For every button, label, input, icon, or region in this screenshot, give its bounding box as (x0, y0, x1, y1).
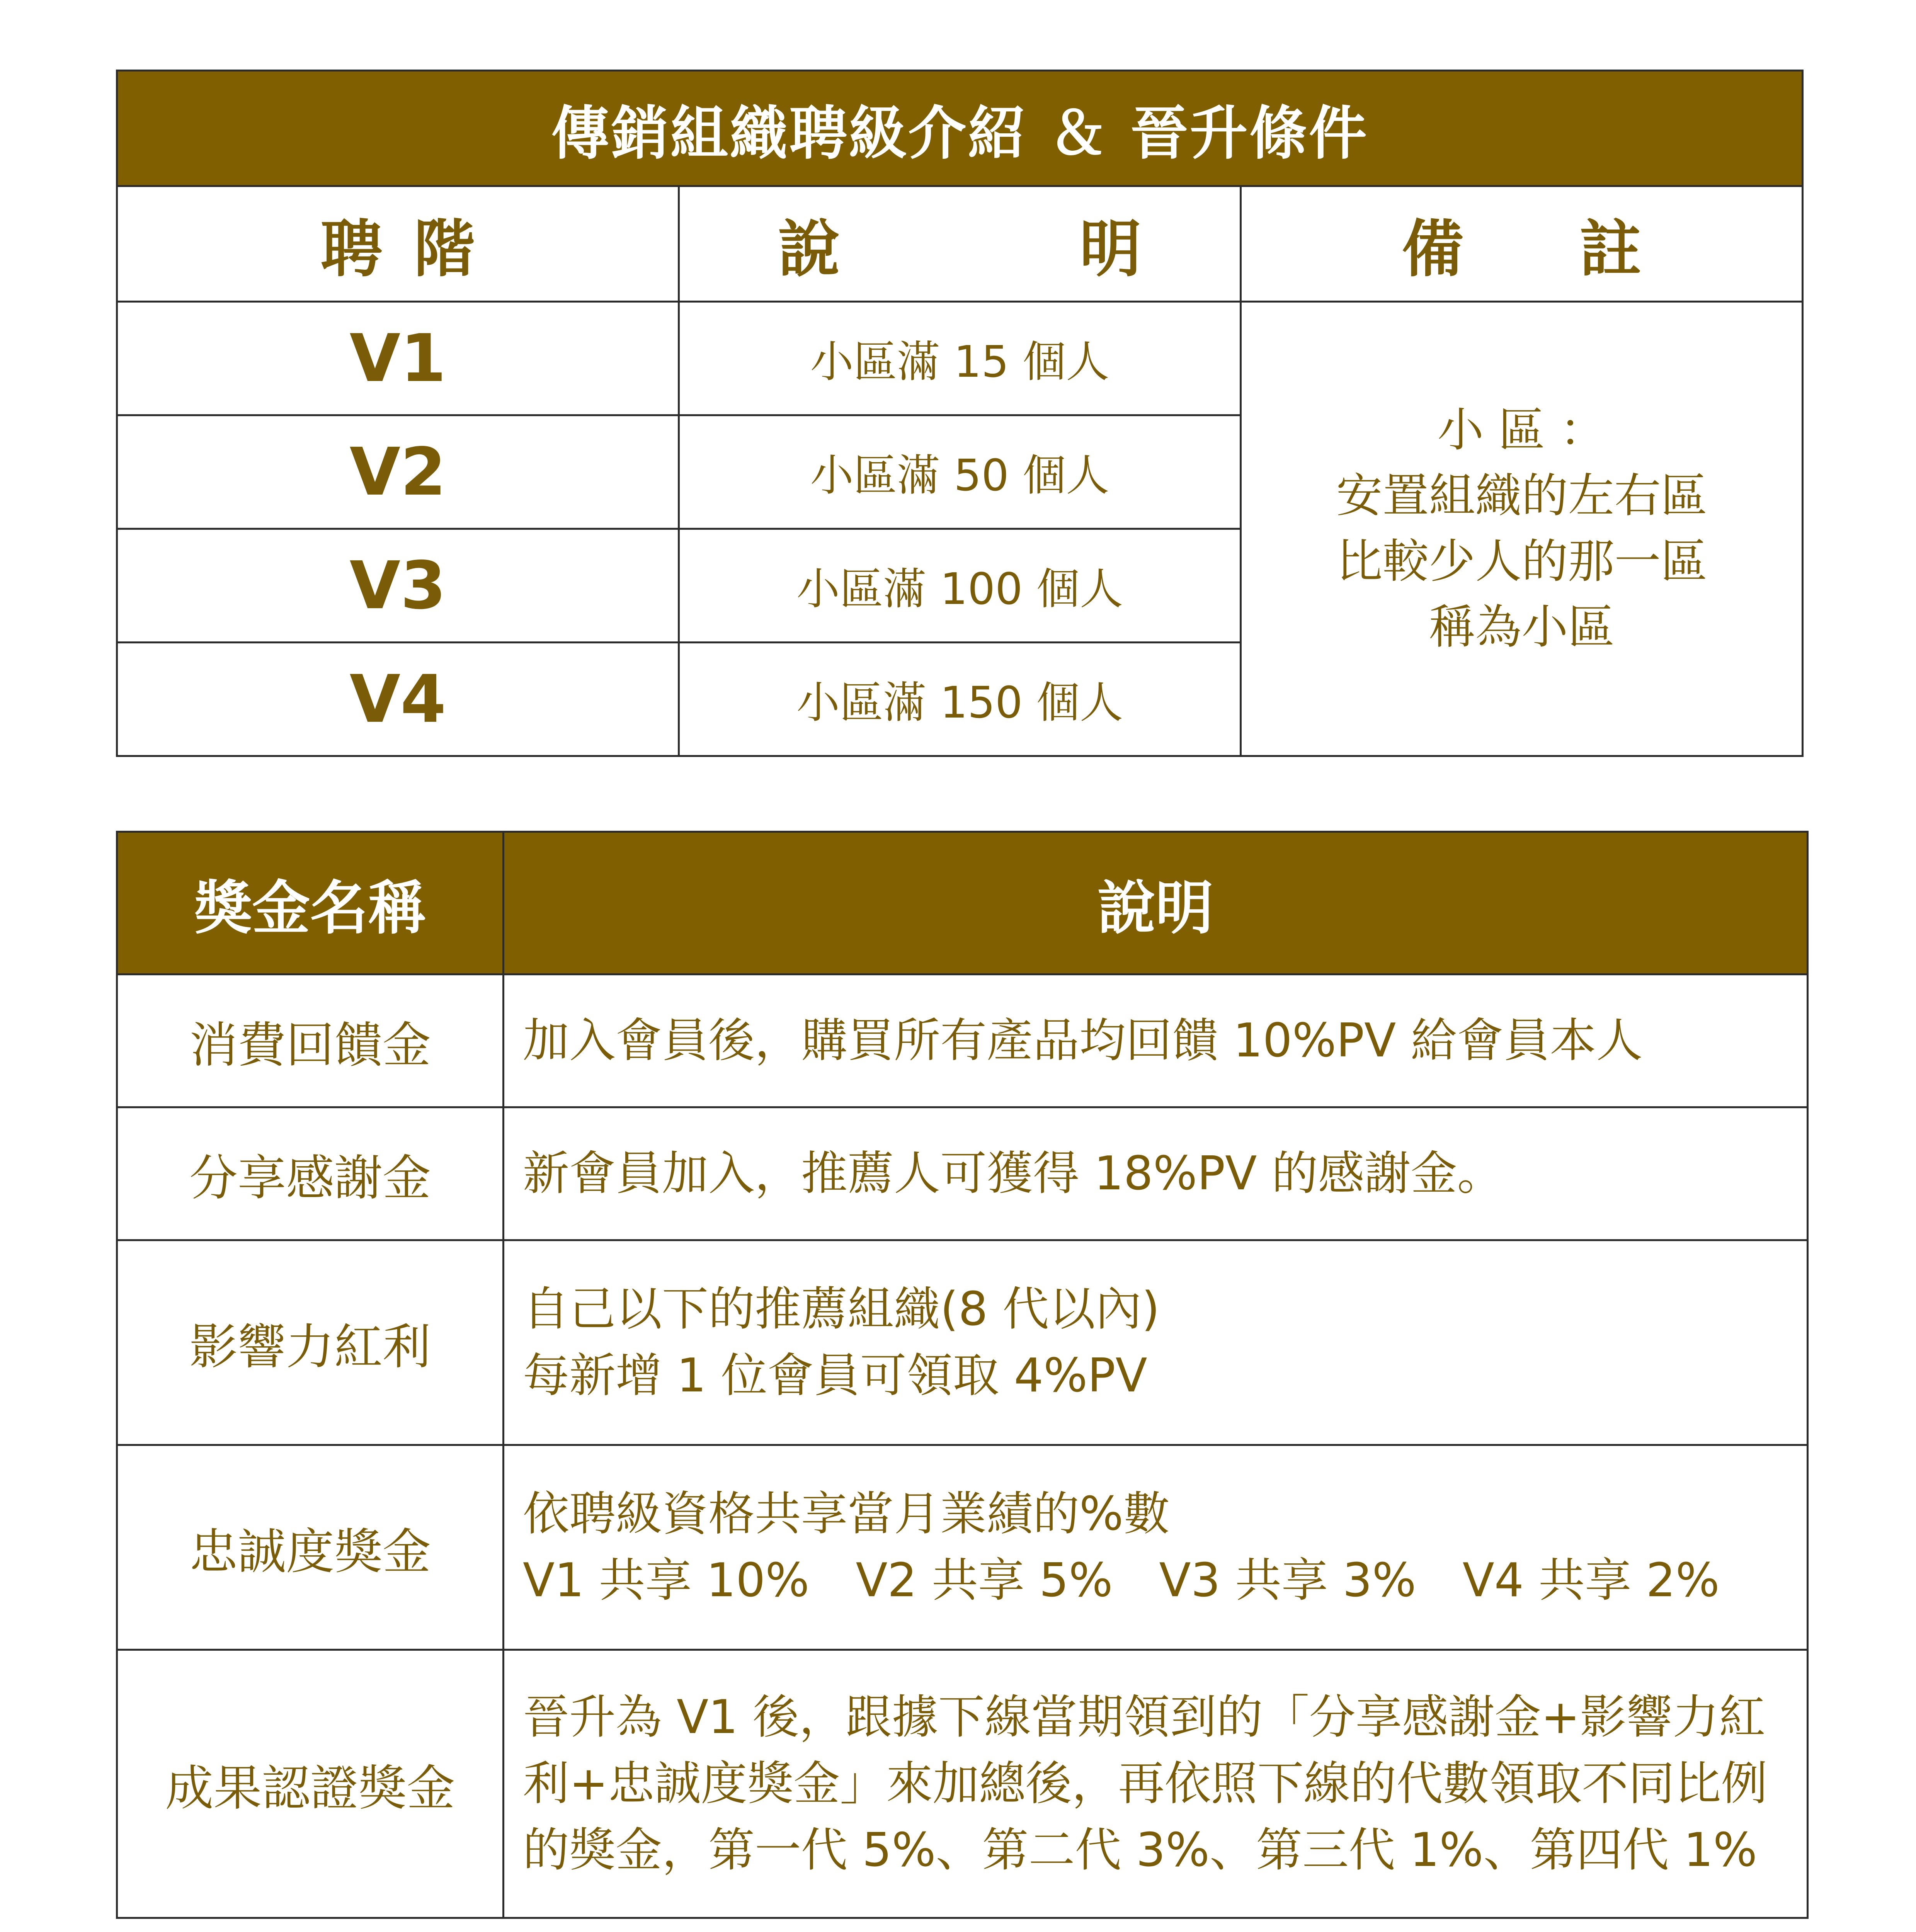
description-line: 依聘級資格共享當月業績的%數 (523, 1487, 1170, 1541)
note-line: 稱為小區 (1429, 600, 1615, 654)
rank-requirement: 小區滿 150 個人 (679, 643, 1241, 756)
header-bonus-name: 獎金名稱 (117, 832, 504, 975)
table-row (117, 1650, 1808, 1918)
bonus-name: 影響力紅利 (117, 1240, 504, 1445)
rank-note (1241, 302, 1803, 756)
rank-level: V3 (117, 529, 679, 643)
rank-table (116, 70, 1804, 757)
header-bonus-description: 說明 (504, 832, 1808, 975)
bonus-description (504, 1240, 1808, 1445)
bonus-description (504, 1650, 1808, 1918)
table-row (117, 1445, 1808, 1650)
header-description: 說 明 (679, 186, 1241, 302)
table-row (117, 1107, 1808, 1240)
rank-level: V2 (117, 415, 679, 529)
bonus-name: 分享感謝金 (117, 1107, 504, 1240)
rank-level: V1 (117, 302, 679, 415)
note-line: 小 區 ： (1437, 403, 1606, 457)
note-line: 安置組織的左右區 (1336, 469, 1707, 523)
rank-requirement: 小區滿 50 個人 (679, 415, 1241, 529)
table-row (117, 1240, 1808, 1445)
bonus-name: 成果認證獎金 (117, 1650, 504, 1918)
bonus-table (116, 831, 1809, 1919)
rank-requirement: 小區滿 15 個人 (679, 302, 1241, 415)
description-line: 每新增 1 位會員可領取 4%PV (523, 1349, 1147, 1403)
description-line: 的獎金，第一代 5%、第二代 3%、第三代 1%、第四代 1% (523, 1823, 1758, 1877)
description-line: 晉升為 V1 後，跟據下線當期領到的「分享感謝金+影響力紅 (523, 1690, 1766, 1744)
rank-level: V4 (117, 643, 679, 756)
rank-table-title: 傳銷組織聘級介紹 ＆ 晉升條件 (117, 71, 1803, 186)
note-line: 比較少人的那一區 (1336, 534, 1707, 588)
description-line: 新會員加入，推薦人可獲得 18%PV 的感謝金。 (523, 1146, 1504, 1201)
description-line: 加入會員後，購買所有產品均回饋 10%PV 給會員本人 (523, 1014, 1643, 1068)
bonus-description (504, 1445, 1808, 1650)
header-note: 備 註 (1241, 186, 1803, 302)
table-row (117, 975, 1808, 1107)
bonus-description (504, 1107, 1808, 1240)
bonus-description (504, 975, 1808, 1107)
bonus-name: 忠誠度獎金 (117, 1445, 504, 1650)
table-row (117, 302, 1803, 415)
description-line: 自己以下的推薦組織(8 代以內) (523, 1282, 1160, 1336)
bonus-name: 消費回饋金 (117, 975, 504, 1107)
header-rank: 聘 階 (117, 186, 679, 302)
description-line: V1 共享 10% V2 共享 5% V3 共享 3% V4 共享 2% (523, 1553, 1720, 1607)
description-line: 利+忠誠度獎金」來加總後，再依照下線的代數領取不同比例 (523, 1757, 1768, 1811)
rank-requirement: 小區滿 100 個人 (679, 529, 1241, 643)
